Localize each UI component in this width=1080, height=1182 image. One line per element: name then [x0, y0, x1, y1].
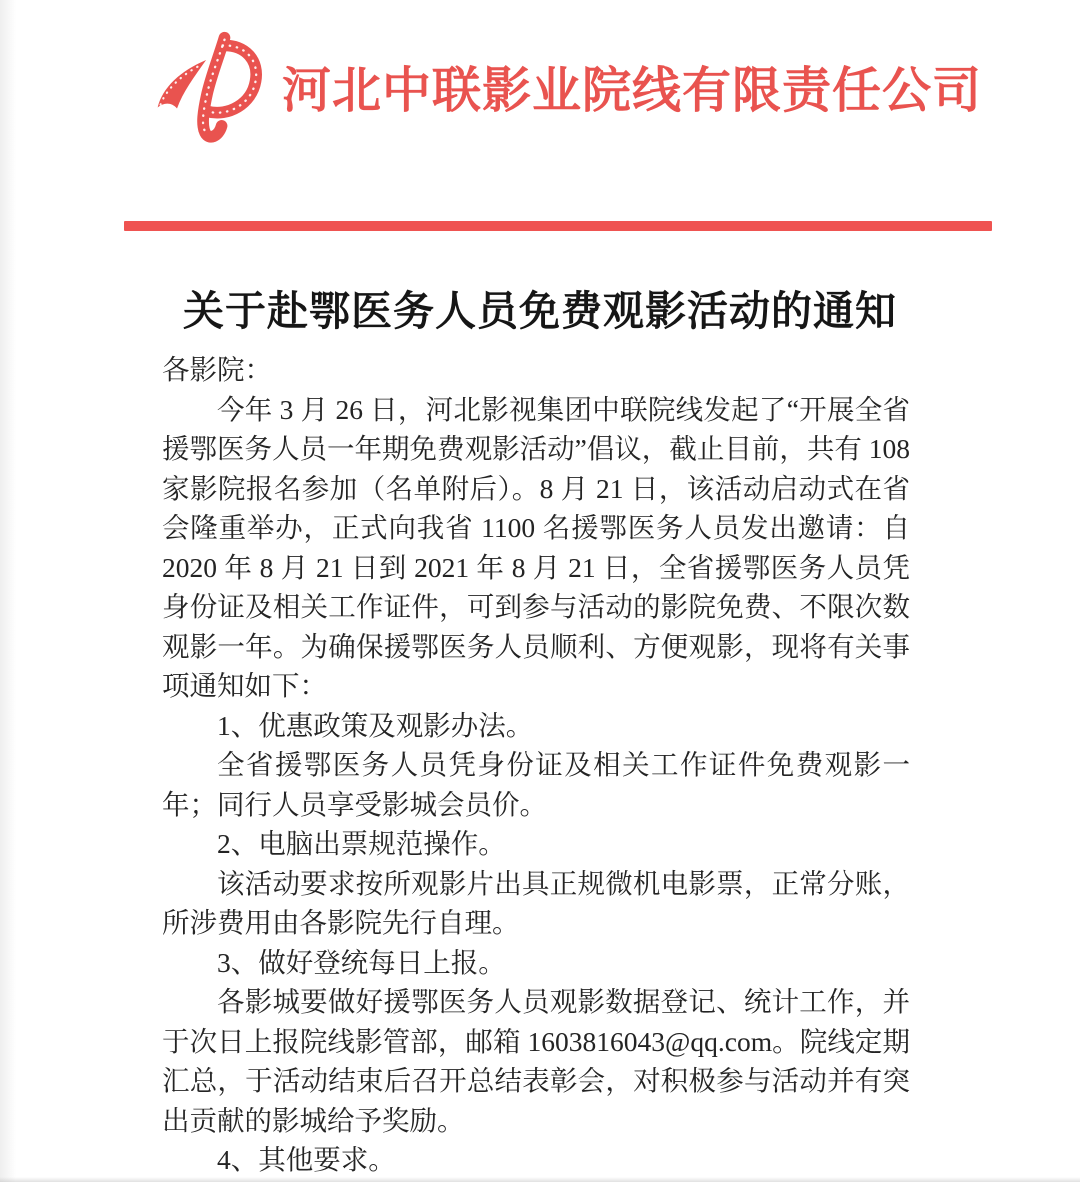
red-divider-rule [124, 221, 992, 231]
paragraph: 3、做好登统每日上报。 [217, 946, 506, 978]
document-title: 关于赴鄂医务人员免费观影活动的通知 [183, 288, 897, 334]
paragraph: 今年 3 月 26 日，河北影视集团中联院线发起了“开展全省援鄂医务人员一年期免费观影活动”倡议，截止目前，共有 108 家影院报名参加（名单附后）。8 月 21 日，该活动启动式在省会隆重举办，正式向我省 1100 名援鄂医务人员发出邀请：自 2020 年 8 月 21 日到 2021 年 8 月 21 日，全省援鄂医务人员凭身份证及相关工作证件，可到参与活动的影院免费、不限次数观影一年。为确保援鄂医务人员顺利、方便观影，现将有关事项通知如下： [162, 393, 910, 701]
company-logo-icon [150, 28, 268, 154]
company-name: 河北中联影业院线有限责任公司 [282, 63, 983, 118]
paragraph: 全省援鄂医务人员凭身份证及相关工作证件免费观影一年；同行人员享受影城会员价。 [162, 749, 910, 820]
letterhead [150, 28, 982, 154]
paragraph: 1、优惠政策及观影办法。 [217, 709, 534, 741]
paragraph: 各影城要做好援鄂医务人员观影数据登记、统计工作，并于次日上报院线影管部，邮箱 1603816043@qq.com。院线定期汇总，于活动结束后召开总结表彰会，对积极参与活动并有突出贡献的影城给予奖励。 [162, 986, 910, 1136]
paragraph: 该活动要求按所观影片出具正规微机电影票，正常分账，所涉费用由各影院先行自理。 [162, 867, 910, 938]
paragraph: 4、其他要求。 [217, 1144, 396, 1175]
document-body [162, 350, 910, 1180]
salutation: 各影院： [162, 354, 272, 385]
paragraph: 2、电脑出票规范操作。 [217, 828, 506, 859]
paragraph-list [162, 390, 910, 1180]
